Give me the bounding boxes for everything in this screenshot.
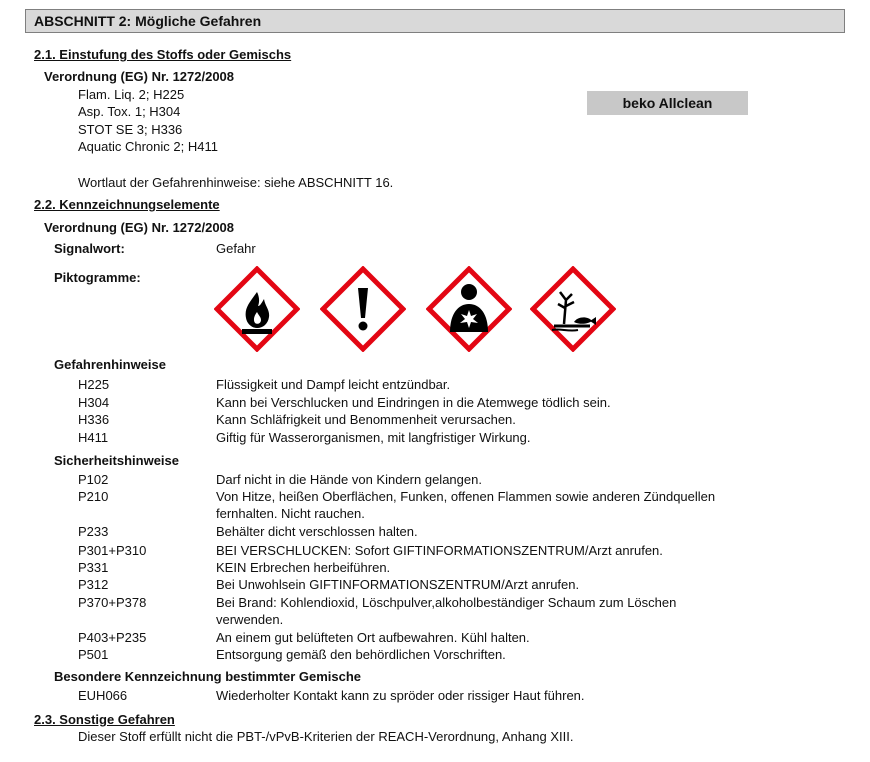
hazard-code: H225 [78,377,110,392]
signal-word-label: Signalwort: [54,241,125,256]
precaution-code: P210 [78,489,109,504]
hazard-text: Giftig für Wasserorganismen, mit langfristiger Wirkung. [216,430,531,445]
flame-icon [214,266,300,352]
classification-item: Flam. Liq. 2; H225 [78,87,185,102]
precaution-code: P370+P378 [78,595,147,610]
precaution-code: P233 [78,524,109,539]
precaution-text: BEI VERSCHLUCKEN: Sofort GIFTINFORMATIONSZENTRUM/Arzt anrufen. [216,543,663,558]
environment-icon [530,266,616,352]
health-hazard-icon [426,266,512,352]
special-code: EUH066 [78,688,128,703]
subsection-2-2-heading: 2.2. Kennzeichnungselemente [34,197,220,212]
signal-word-value: Gefahr [216,241,256,256]
precaution-text: Von Hitze, heißen Oberflächen, Funken, offenen Flammen sowie anderen Zündquellen [216,489,716,504]
precaution-text: KEIN Erbrechen herbeiführen. [216,560,391,575]
exclamation-mark-icon [320,266,406,352]
special-text: Wiederholter Kontakt kann zu spröder oder rissiger Haut führen. [216,688,585,703]
precaution-text: Bei Brand: Kohlendioxid, Löschpulver,alkoholbeständiger Schaum zum Löschen [216,595,677,610]
hazard-text: Kann Schläfrigkeit und Benommenheit verursachen. [216,412,516,427]
special-labelling-heading: Besondere Kennzeichnung bestimmter Gemische [54,669,362,684]
pictograms-label: Piktogramme: [54,270,141,285]
precaution-code: P312 [78,577,109,592]
section-title: ABSCHNITT 2: Mögliche Gefahren [34,13,262,29]
regulation-label-2-2: Verordnung (EG) Nr. 1272/2008 [44,220,235,235]
classification-item: STOT SE 3; H336 [78,122,183,137]
precaution-text: Behälter dicht verschlossen halten. [216,524,418,539]
product-name-box [587,91,748,115]
product-name: beko Allclean [622,95,713,111]
precaution-text: Darf nicht in die Hände von Kindern gelangen. [216,472,482,487]
hazard-text: Flüssigkeit und Dampf leicht entzündbar. [216,377,451,392]
hazard-text: Kann bei Verschlucken und Eindringen in die Atemwege tödlich sein. [216,395,611,410]
precaution-code: P331 [78,560,109,575]
precautionary-statements-heading: Sicherheitshinweise [54,453,179,468]
subsection-2-3-heading: 2.3. Sonstige Gefahren [34,712,175,727]
precaution-code: P102 [78,472,109,487]
section-header-bar [25,9,845,33]
classification-item: Aquatic Chronic 2; H411 [78,139,218,154]
other-hazards-text: Dieser Stoff erfüllt nicht die PBT-/vPvB-Kriterien der REACH-Verordnung, Anhang XIII. [78,729,574,744]
hazard-code: H304 [78,395,110,410]
precaution-code: P301+P310 [78,543,147,558]
hazard-code: H336 [78,412,110,427]
regulation-label-2-1: Verordnung (EG) Nr. 1272/2008 [44,69,235,84]
precaution-text: An einem gut belüfteten Ort aufbewahren. Kühl halten. [216,630,530,645]
precaution-text-continued: fernhalten. Nicht rauchen. [216,506,365,521]
subsection-2-1-heading: 2.1. Einstufung des Stoffs oder Gemischs [34,47,292,62]
precaution-text: Entsorgung gemäß den behördlichen Vorschriften. [216,647,506,662]
classification-item: Asp. Tox. 1; H304 [78,104,181,119]
precaution-code: P501 [78,647,109,662]
classification-note: Wortlaut der Gefahrenhinweise: siehe ABSCHNITT 16. [78,175,394,190]
precaution-text-continued: verwenden. [216,612,284,627]
hazard-code: H411 [78,430,109,445]
precaution-code: P403+P235 [78,630,147,645]
precaution-text: Bei Unwohlsein GIFTINFORMATIONSZENTRUM/Arzt anrufen. [216,577,580,592]
hazard-statements-heading: Gefahrenhinweise [54,357,166,372]
